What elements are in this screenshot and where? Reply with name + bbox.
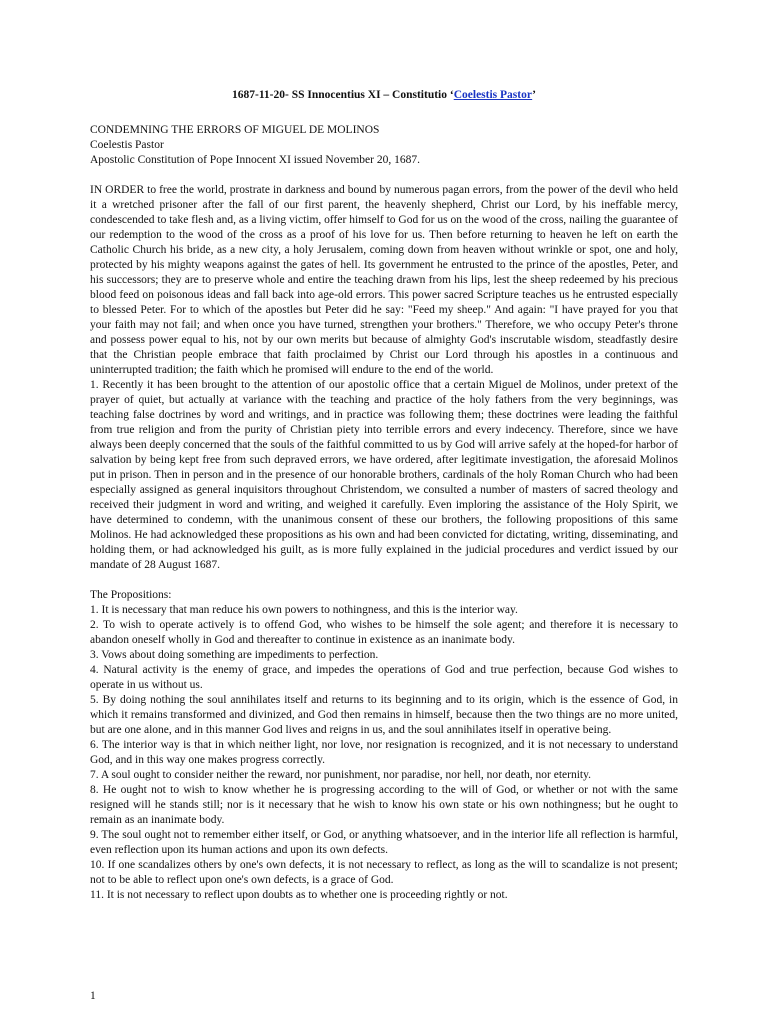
paragraph-1: 1. Recently it has been brought to the attention of our apostolic office that a certain Miguel de Molinos, under pretext of the prayer of quiet, but actually at variance with the teaching and practice of the holy fathers from the very beginnings, was teaching false doctrines by word and writings, and in practice was following them; these doctrines were leading the faithful from true religion and from the purity of Christian piety into terrible errors and every indecency. Therefore, since we have always been deeply concerned that the souls of the faithful committed to us by God will arrive safely at the hoped-for harbor of salvation by being kept free from such depraved errors, we have ordered, after legitimate investigation, the aforesaid Molinos put in prison. Then in person and in the presence of our honorable brothers, cardinals of the holy Roman Church who had been especially assigned as general inquisitors throughout Christendom, we consulted a number of masters of sacred theology and received their judgment in word and writing, and weighed it carefully. Even imploring the assistance of the Holy Spirit, we have determined to condemn, with the unanimous consent of these our brothers, the following propositions of this same Molinos. He had acknowledged these propositions as his own and had been convicted for dictating, writing, disseminating, and holding them, or had acknowledged his guilt, as is more fully explained in the judicial procedures and verdict issued by our mandate of 28 August 1687. bbox=[90, 379, 678, 571]
header-block bbox=[90, 123, 678, 168]
proposition-item: 4. Natural activity is the enemy of grace, and impedes the operations of God and true perfection, because God wishes to operate in us without us. bbox=[90, 664, 678, 691]
proposition-item: 5. By doing nothing the soul annihilates itself and returns to its beginning and to its origin, which is the essence of God, in which it remains transformed and divinized, and God then remains in himself, because then the two things are no more united, but are one alone, and in this manner God lives and reigns in us, and the soul annihilates itself in operative being. bbox=[90, 694, 678, 736]
page-number: 1 bbox=[90, 990, 96, 1002]
proposition-item: 2. To wish to operate actively is to offend God, who wishes to be himself the sole agent; and therefore it is necessary to abandon oneself wholly in God and thereafter to continue in existence as an inanimate body. bbox=[90, 619, 678, 646]
title-suffix: ’ bbox=[532, 89, 537, 101]
propositions-heading: The Propositions: bbox=[90, 589, 172, 601]
proposition-item: 9. The soul ought not to remember either itself, or God, or anything whatsoever, and in the interior life all reflection is harmful, even reflection upon its human actions and upon its own defects. bbox=[90, 829, 678, 856]
proposition-item: 10. If one scandalizes others by one's own defects, it is not necessary to reflect, as long as the will to scandalize is not present; not to be able to reflect upon one's own defects, is a grace of God. bbox=[90, 859, 678, 886]
proposition-item: 3. Vows about doing something are impediments to perfection. bbox=[90, 649, 379, 661]
header-apostolic-constitution: Apostolic Constitution of Pope Innocent XI issued November 20, 1687. bbox=[90, 154, 420, 166]
propositions-list bbox=[90, 603, 678, 903]
header-coelestis-pastor: Coelestis Pastor bbox=[90, 139, 164, 151]
header-condemning: CONDEMNING THE ERRORS OF MIGUEL DE MOLINOS bbox=[90, 124, 380, 136]
proposition-item: 11. It is not necessary to reflect upon doubts as to whether one is proceeding rightly or not. bbox=[90, 889, 508, 901]
intro-paragraph: IN ORDER to free the world, prostrate in darkness and bound by numerous pagan errors, from the power of the devil who held it a wretched prisoner after the fall of our first parent, the heavenly shepherd, Christ our Lord, by his ineffable mercy, condescended to take flesh and, as a living victim, offer himself to God for us on the wood of the cross, nailing the guarantee of our redemption to the wood of the cross as a proof of his love for us. Then before returning to heaven he left on earth the Catholic Church his bride, as a new city, a holy Jerusalem, coming down from heaven without wrinkle or spot, one and holy, protected by his mighty weapons against the gates of hell. Its government he entrusted to the prince of the apostles, Peter, and his successors; they are to preserve whole and entire the teaching drawn from his lips, lest the sheep redeemed by his precious blood feed on poisonous ideas and fall back into age-old errors. This power sacred Scripture teaches us he entrusted especially to blessed Peter. For to which of the apostles but Peter did he say: "Feed my sheep." And again: "I have prayed for you that your faith may not fail; and when once you have turned, strengthen your brothers." Therefore, we who occupy Peter's throne and possess power equal to his, not by our own merits but because of almighty God's inscrutable wisdom, steadfastly desire that the Christian people embrace that faith proclaimed by Christ our Lord through his apostles in a continuous and uninterrupted tradition; the faith which he promised will endure to the end of the world. bbox=[90, 184, 678, 376]
document-page bbox=[90, 88, 678, 903]
proposition-item: 1. It is necessary that man reduce his own powers to nothingness, and this is the interior way. bbox=[90, 604, 518, 616]
proposition-item: 6. The interior way is that in which neither light, nor love, nor resignation is recognized, and it is not necessary to understand God, and in this way one makes progress correctly. bbox=[90, 739, 678, 766]
proposition-item: 7. A soul ought to consider neither the reward, nor punishment, nor paradise, nor hell, nor death, nor eternity. bbox=[90, 769, 591, 781]
title-prefix: 1687-11-20- SS Innocentius XI – Constitutio ‘ bbox=[231, 89, 454, 101]
section-spacer bbox=[90, 573, 678, 588]
coelestis-pastor-link[interactable]: Coelestis Pastor bbox=[453, 89, 533, 101]
proposition-item: 8. He ought not to wish to know whether he is progressing according to the will of God, or whether or not with the same resigned will he stands still; nor is it necessary that he wish to know his own state or his own nothingness; but he ought to remain as an inanimate body. bbox=[90, 784, 678, 826]
document-title bbox=[90, 88, 678, 103]
